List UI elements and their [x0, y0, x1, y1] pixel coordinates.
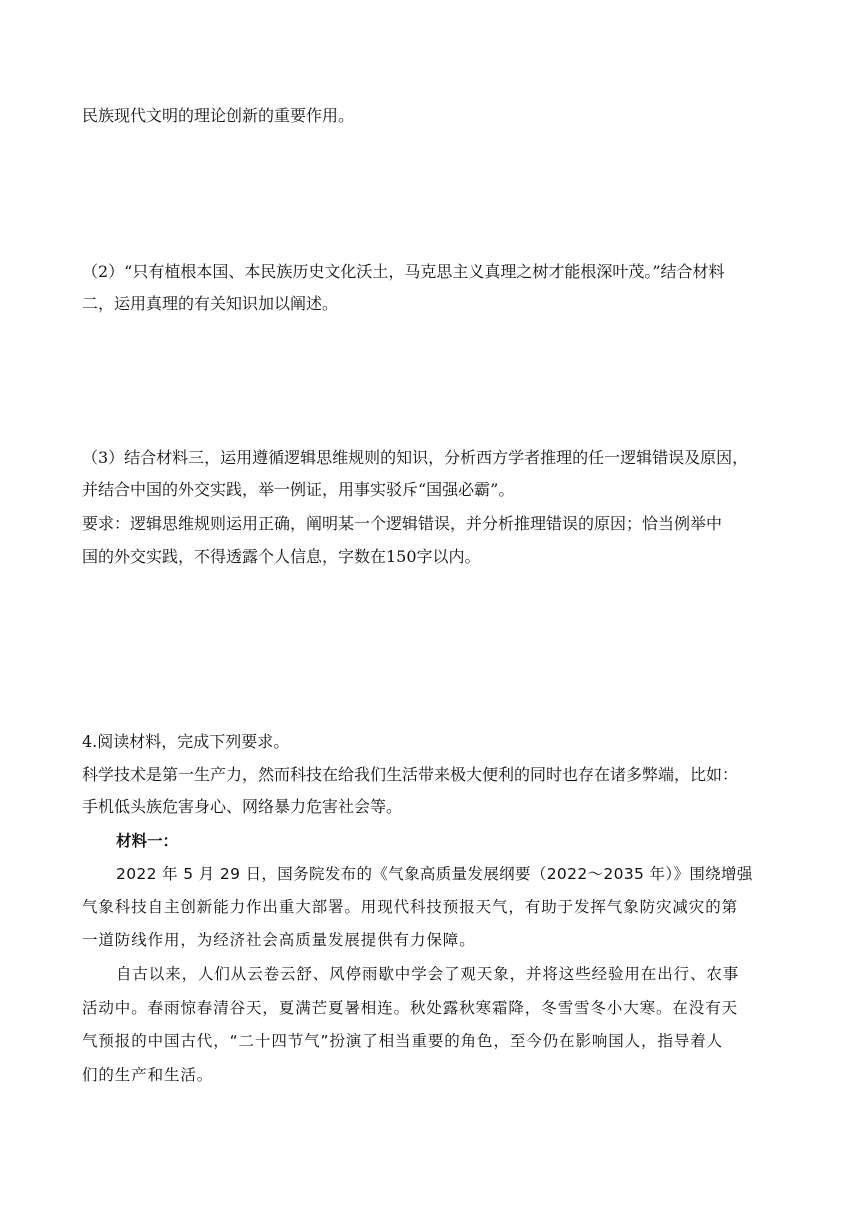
material-one-label: 材料一：	[116, 832, 179, 850]
question-3-requirement-line-1: 要求：逻辑思维规则运用正确，阐明某一个逻辑错误，并分析推理错误的原因；恰当例举中	[82, 514, 723, 533]
question-2-line-2: 二，运用真理的有关知识加以阐述。	[82, 294, 339, 313]
question-3-line-1: （3）结合材料三，运用遵循逻辑思维规则的知识，分析西方学者推理的任一逻辑错误及原因，	[82, 448, 749, 467]
question-4-intro-line-1: 科学技术是第一生产力，然而科技在给我们生活带来极大便利的同时也存在诸多弊端，比如：	[82, 765, 739, 784]
question-3-requirement-line-2: 国的外交实践，不得透露个人信息，字数在150字以内。	[82, 547, 481, 566]
material-one-para-1-line-2: 气象科技自主创新能力作出重大部署。用现代科技预报天气，有助于发挥气象防灾减灾的第	[82, 898, 739, 916]
material-one-para-2-line-3: 气预报的中国古代，“二十四节气”扮演了相当重要的角色，至今仍在影响国人，指导着人	[82, 1032, 724, 1050]
question-4-title: 4.阅读材料，完成下列要求。	[82, 732, 290, 751]
question-4-intro-line-2: 手机低头族危害身心、网络暴力危害社会等。	[82, 797, 403, 816]
material-one-para-2-line-1: 自古以来，人们从云卷云舒、风停雨歇中学会了观天象，并将这些经验用在出行、农事	[116, 965, 740, 983]
text-line-closing: 民族现代文明的理论创新的重要作用。	[82, 106, 355, 125]
material-one-para-1-line-1: 2022 年 5 月 29 日，国务院发布的《气象高质量发展纲要（2022～2035 年）》围绕增强	[116, 865, 753, 883]
question-2-line-1: （2）“只有植根本国、本民族历史文化沃土，马克思主义真理之树才能根深叶茂。”结合材料	[82, 262, 725, 281]
material-one-para-2-line-2: 活动中。春雨惊春清谷天，夏满芒夏暑相连。秋处露秋寒霜降，冬雪雪冬小大寒。在没有天	[82, 999, 739, 1017]
material-one-para-1-line-3: 一道防线作用，为经济社会高质量发展提供有力保障。	[82, 931, 476, 949]
question-3-line-2: 并结合中国的外交实践，举一例证，用事实驳斥“国强必霸”。	[82, 480, 515, 499]
material-one-para-2-line-4: 们的生产和生活。	[82, 1066, 214, 1084]
